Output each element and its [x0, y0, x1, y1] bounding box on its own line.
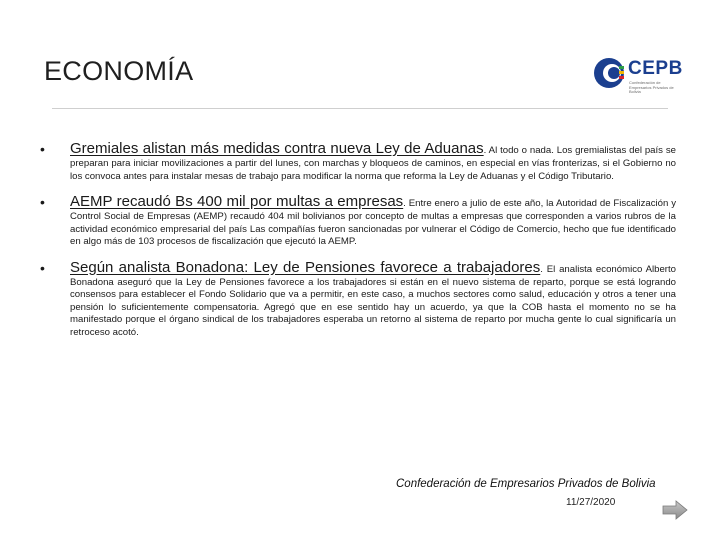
news-body: El analista económico Alberto Bonadona aseguró que la Ley de Pensiones favorece a los trabajadores si están en el nuevo sistema de reparto, porque se está logrando consensos para establecer el Fondo Solidario que va a permitir, en este caso, a muchos sectores como salud, educación y otros a tener una pensión lo suficientemente compensatoria. Agregó que en ese sentido hay un acuerdo, ya que la COB hasta el momento no se ha manifestado porque el órgano sindical de los trabajadores esperaba un retorno al sistema de reparto por mucha gente lo cual significaría un retroceso acotó. [70, 263, 676, 338]
news-list [40, 140, 676, 349]
bullet-icon: • [40, 194, 45, 210]
news-headline[interactable]: Gremiales alistan más medidas contra nueva Ley de Aduanas [70, 140, 484, 157]
title-divider [52, 108, 668, 109]
news-body: Al todo o nada. Los gremialistas del país se preparan para iniciar movilizaciones a partir del lunes, con marchas y bloqueos de caminos, en especial en vías fronterizas, si el Gobierno no los convoca antes para instalar mesas de trabajo para modificar la norma que reforma la Ley de Aduanas y el Código Tributario. [70, 145, 676, 182]
bullet-icon: • [40, 259, 45, 276]
headline-period: . [403, 198, 406, 209]
logo-wordmark: CEPB [628, 58, 683, 79]
cepb-logo-icon [592, 56, 628, 92]
logo-subtitle: Confederación de Empresarios Privados de Bolivia [629, 80, 674, 94]
headline-period: . [483, 145, 487, 156]
headline-period: . [540, 263, 543, 275]
news-headline[interactable]: Según analista Bonadona: Ley de Pensiones favorece a trabajadores [70, 258, 541, 276]
next-arrow-icon[interactable] [662, 500, 688, 520]
footer-organization: Confederación de Empresarios Privados de Bolivia [396, 478, 656, 490]
footer-date: 11/27/2020 [566, 497, 616, 508]
news-body: Entre enero a julio de este año, la Autoridad de Fiscalización y Control Social de Empresas (AEMP) recaudó 404 mil bolivianos por concepto de multas a empresas que corresponden a varios rubros de la actividad económico empresarial del país Las compañías fueron sancionadas por vulnerar el Código de Comercio, hecho que fue identificado en algo más de 103 procesos de fiscalización que ejecutó la AEMP. [70, 198, 676, 247]
cepb-logo [592, 56, 683, 94]
news-item [40, 259, 676, 340]
news-item [40, 193, 676, 249]
bullet-icon: • [40, 141, 45, 157]
news-headline[interactable]: AEMP recaudó Bs 400 mil por multas a empresas [70, 193, 404, 210]
slide-title: ECONOMÍA [44, 56, 194, 86]
news-item [40, 140, 676, 183]
